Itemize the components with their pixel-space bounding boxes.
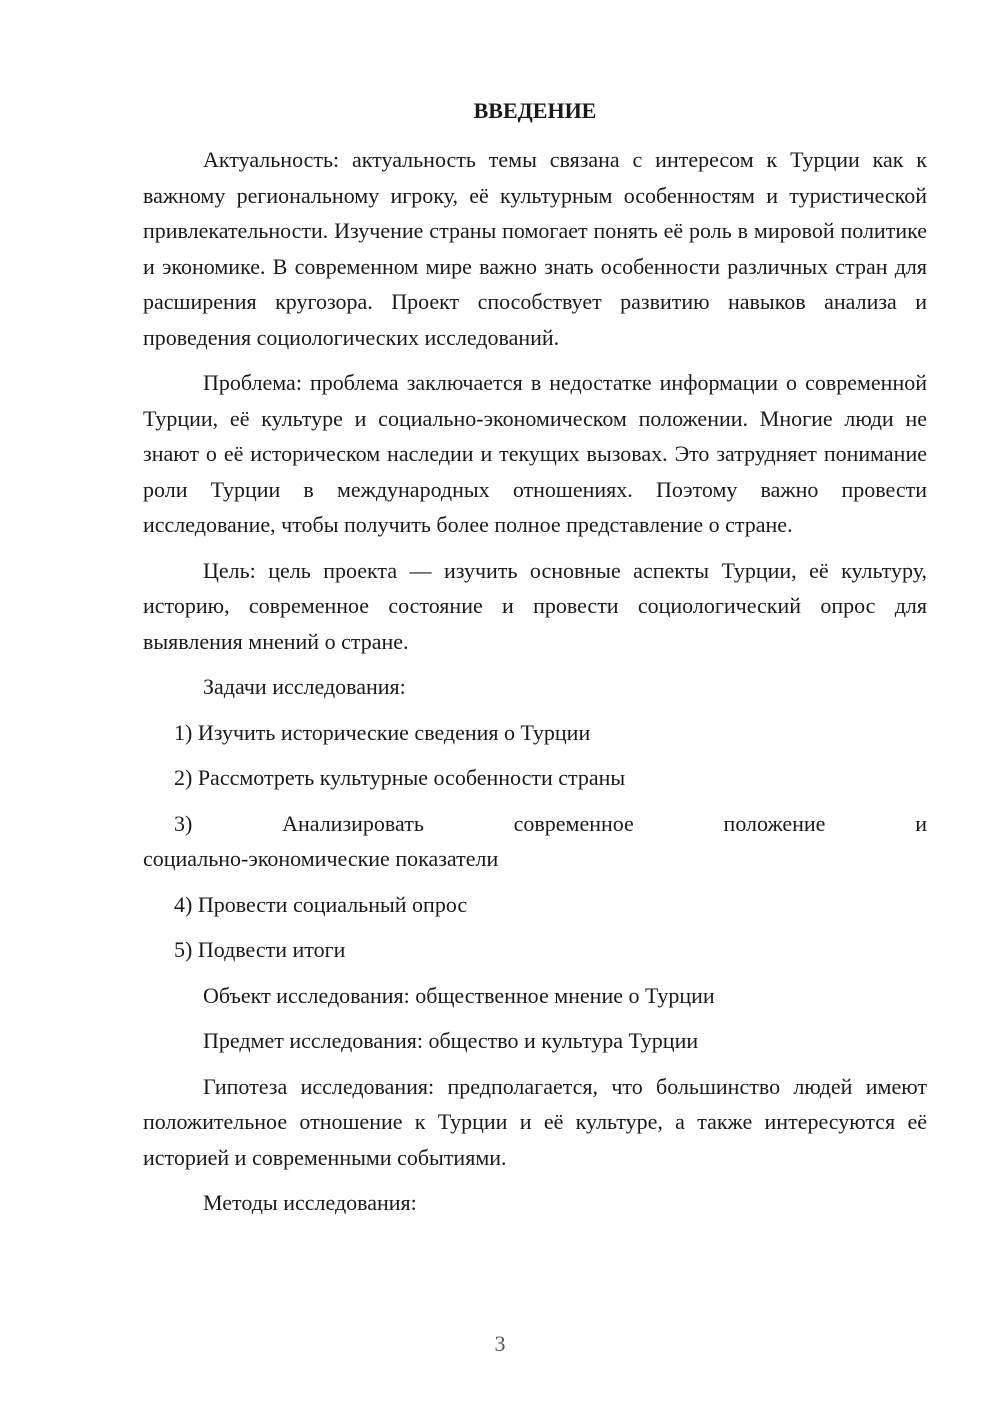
task-item-3-word: положение (723, 810, 826, 836)
object-line: Объект исследования: общественное мнение о Турции (203, 982, 715, 1008)
task-item-3-word: и (915, 810, 927, 836)
task-item-3-number: 3) (174, 810, 193, 836)
methods-heading: Методы исследования: (203, 1190, 417, 1215)
page-title: ВВЕДЕНИЕ (473, 98, 597, 123)
task-item-3-first-line (174, 806, 927, 842)
goal-paragraph: Цель: цель проекта — изучить основные аспекты Турции, её культуру, историю, современное состояние и провести социологический опрос для выявления мнений о стране. (143, 557, 927, 654)
hypothesis-paragraph: Гипотеза исследования: предполагается, что большинство людей имеют положительное отношение к Турции и её культуре, а также интересуются её историей и современными событиями. (143, 1073, 927, 1170)
subject-line: Предмет исследования: общество и культура Турции (203, 1028, 699, 1053)
task-item-3 (143, 806, 927, 877)
task-item-5: 5) Подвести итоги (174, 937, 346, 962)
problem-paragraph: Проблема: проблема заключается в недостатке информации о современной Турции, её культуре и социально-экономическом положении. Многие люди не знают о её историческом наследии и текущих вызовах. Это затрудняет понимание роли Турции в международных отношениях. Поэтому важно провести исследование, чтобы получить более полное представление о стране. (143, 370, 927, 537)
relevance-paragraph: Актуальность: актуальность темы связана с интересом к Турции как к важному региональному игроку, её культурным особенностям и туристической привлекательности. Изучение страны помогает понять её роль в мировой политике и экономике. В современном мире важно знать особенности различных стран для расширения кругозора. Проект способствует развитию навыков анализа и проведения социологических исследований. (143, 147, 927, 350)
tasks-heading: Задачи исследования: (203, 674, 406, 699)
page-content (143, 93, 927, 1231)
page-number: 3 (494, 1331, 506, 1356)
task-item-4: 4) Провести социальный опрос (174, 891, 468, 917)
task-item-3-word: Анализировать (282, 810, 424, 836)
task-item-2: 2) Рассмотреть культурные особенности страны (174, 765, 626, 790)
task-item-3-continuation: социально-экономические показатели (143, 846, 499, 871)
task-item-1: 1) Изучить исторические сведения о Турции (174, 719, 591, 745)
task-item-3-word: современное (513, 810, 634, 836)
